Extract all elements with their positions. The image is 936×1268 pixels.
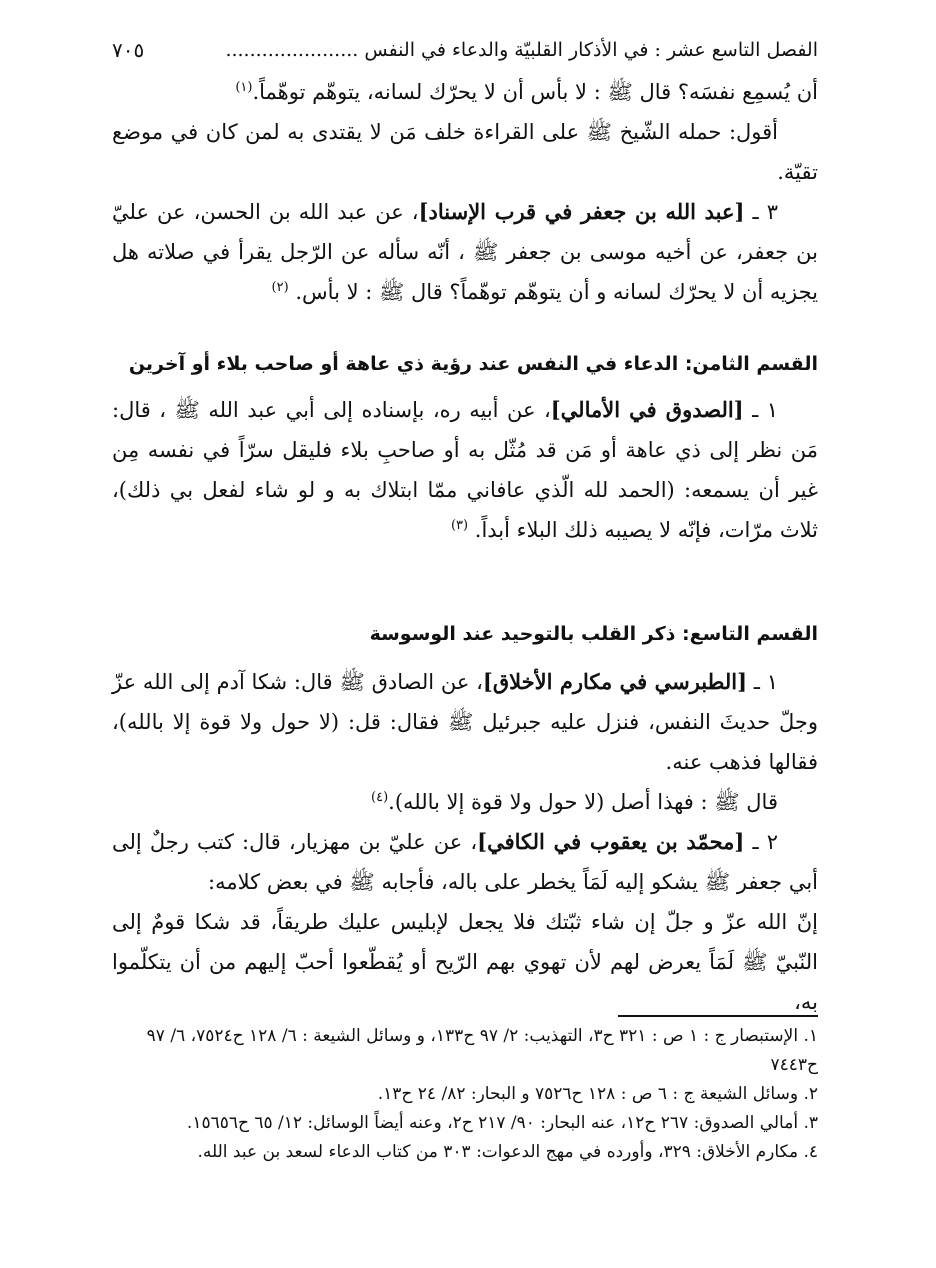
footnote: ٣. أمالي الصدوق: ٢٦٧ ح١٢، عنه البحار: ٩٠/ ٢١٧ ح٢، وعنه أيضاً الوسائل: ١٢/ ٦٥ ح١٥٦٥٦. <box>186 1113 818 1133</box>
hadith-entry <box>112 390 818 550</box>
running-header <box>112 33 818 67</box>
entry-number: ٣ ـ <box>752 200 778 224</box>
section-heading: القسم التاسع: ذكر القلب بالتوحيد عند الوسوسة <box>369 623 818 645</box>
paragraph-text: ، عن عليّ بن مهزيار، قال: كتب رجلٌ إلى أبي جعفر ﷺ يشكو إليه لَمَاً يخطر على باله، فأجابه ﷺ في بعض كلامه: <box>112 830 818 894</box>
main-text <box>112 72 818 1022</box>
source-citation: [محمّد بن يعقوب في الكافي] <box>477 829 745 854</box>
source-citation: [عبد الله بن جعفر في قرب الإسناد] <box>418 199 745 224</box>
hadith-entry <box>112 662 818 782</box>
paragraph-text: ، عن الصادق ﷺ قال: شكا آدم إلى الله عزّ وجلّ حديثَ النفس، فنزل عليه جبرئيل ﷺ فقال: قل: (لا حول ولا قوة إلا بالله)، فقالها فذهب عنه. <box>112 670 818 774</box>
paragraph <box>112 782 818 822</box>
footnote: ٤. مكارم الأخلاق: ٣٢٩، وأورده في مهج الدعوات: ٣٠٣ من كتاب الدعاء لسعد بن عبد الله. <box>197 1142 818 1162</box>
source-citation: [الصدوق في الأمالي] <box>550 397 744 422</box>
paragraph <box>112 902 818 1022</box>
footnote-ref: (٢) <box>271 280 289 295</box>
paragraph <box>112 112 818 192</box>
paragraph-text: قال ﷺ : فهذا أصل (لا حول ولا قوة إلا بالله). <box>388 790 778 814</box>
hadith-entry <box>112 822 818 902</box>
paragraph <box>112 72 818 112</box>
paragraph-text: ، عن أبيه ره، بإسناده إلى أبي عبد الله ﷺ ، قال: مَن نظر إلى ذي عاهة أو مَن قد مُثّل به أو صاحبِ بلاء فليقل سرّاً في نفسه مِن غير أن يسمعه: (الحمد لله الّذي عافاني ممّا ابتلاك به و لو شاء لفعل بي ذلك)، ثلاث مرّات، فإنّه لا يصيبه ذلك البلاء أبداً. <box>112 398 818 542</box>
section-heading: القسم الثامن: الدعاء في النفس عند رؤية ذي عاهة أو صاحب بلاء أو آخرين <box>128 353 818 375</box>
chapter-title: الفصل التاسع عشر : في الأذكار القلبيّة والدعاء في النفس ...................... <box>225 39 818 61</box>
footnote-ref: (١) <box>235 80 253 95</box>
footnote: ١. الإستبصار ج : ١ ص : ٣٢١ ح٣، التهذيب: ٢/ ٩٧ ح١٣٣، و وسائل الشيعة : ٦/ ١٢٨ ح٧٥٢٤، ٦/ ٩٧ ح٧٤٤٣ <box>146 1026 818 1075</box>
entry-number: ١ ـ <box>753 670 778 694</box>
source-citation: [الطبرسي في مكارم الأخلاق] <box>482 669 748 694</box>
footnote-ref: (٤) <box>371 790 389 805</box>
paragraph-text: ، عن عبد الله بن الحسن، عن عليّ بن جعفر، عن أخيه موسى بن جعفر ﷺ ، أنّه سأله عن الرّجل يقرأ في صلاته هل يجزيه أن لا يحرّك لسانه و أن يتوهّم توهّماً؟ قال ﷺ : لا بأس. <box>112 200 818 304</box>
footnote-ref: (٣) <box>450 518 469 533</box>
hadith-entry <box>112 192 818 312</box>
footnote: ٢. وسائل الشيعة ج : ٦ ص : ١٢٨ ح٧٥٢٦ و البحار: ٨٢/ ٢٤ ح١٣. <box>377 1084 818 1104</box>
paragraph-text: أقول: حمله الشّيخ ﷺ على القراءة خلف مَن لا يقتدى به لمن كان في موضع تقيّة. <box>112 120 818 184</box>
paragraph-text: أن يُسمِع نفسَه؟ قال ﷺ : لا بأس أن لا يحرّك لسانه، يتوهّم توهّماً. <box>252 80 818 104</box>
footnote-divider <box>618 1015 818 1017</box>
page-number: ٧٠٥ <box>112 38 145 62</box>
entry-number: ١ ـ <box>752 398 778 422</box>
paragraph-text: إنّ الله عزّ و جلّ إن شاء ثبّتك فلا يجعل لإبليس عليك طريقاً، قد شكا قومٌ إلى النّبيّ ﷺ لَمَاً يعرض لهم لأن تهوي بهم الرّيح أو يُقطّعوا أحبّ إليهم من أن يتكلّموا به، <box>112 910 818 1014</box>
entry-number: ٢ ـ <box>752 830 778 854</box>
footnotes <box>112 1022 818 1167</box>
